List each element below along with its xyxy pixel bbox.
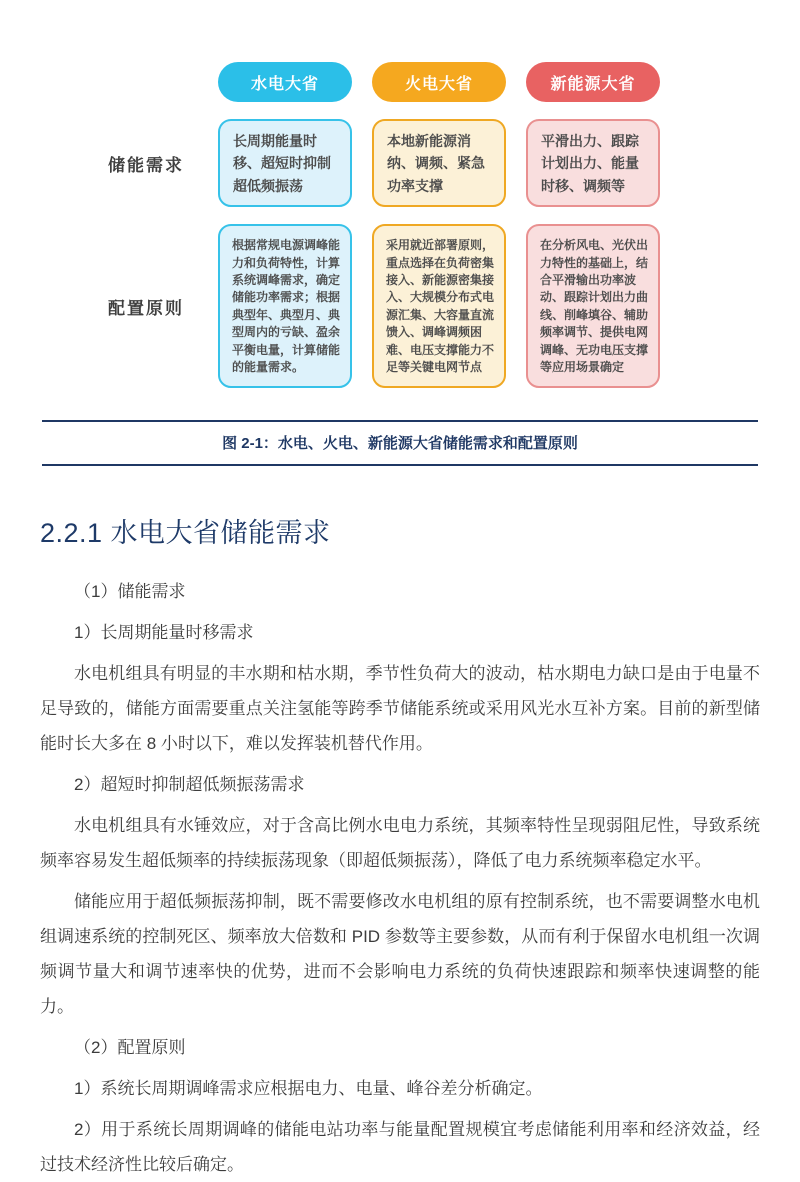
paragraph-body: 1）系统长周期调峰需求应根据电力、电量、峰谷差分析确定。 [74, 1079, 543, 1099]
paragraph-body: 储能应用于超低频振荡抑制，既不需要修改水电机组的原有控制系统，也不需要调整水电机组调速系统的控制死区、频率放大倍数和 PID 参数等主要参数，从而有利于保留水电机组一次调频调节量大和调节速率快的优势，进而不会影响电力系统的负荷快速跟踪和频率快速调整的能力。 [40, 892, 760, 1017]
figure-2-1-diagram [0, 0, 800, 388]
body-text [40, 574, 760, 1182]
column-header-hydro: 水电大省 [218, 62, 352, 102]
column-header-renewable: 新能源大省 [526, 62, 660, 102]
need-box-renewable: 平滑出力、跟踪计划出力、能量时移、调频等 [526, 119, 660, 207]
need-box-thermal: 本地新能源消纳、调频、紧急功率支撑 [372, 119, 506, 207]
paragraph-body: 水电机组具有水锤效应，对于含高比例水电电力系统，其频率特性呈现弱阻尼性，导致系统频率容易发生超低频率的持续振荡现象（即超低频振荡），降低了电力系统频率稳定水平。 [40, 816, 760, 871]
section-heading: 2.2.1 水电大省储能需求 [40, 518, 331, 549]
paragraph-subhead-ultra-short: 2）超短时抑制超低频振荡需求 [74, 775, 305, 795]
principle-box-thermal: 采用就近部署原则，重点选择在负荷密集接入、新能源密集接入、大规模分布式电源汇集、大容量直流馈入、调峰调频困难、电压支撑能力不足等关键电网节点 [372, 224, 506, 388]
paragraph-subhead-config-principle: （2）配置原则 [74, 1038, 186, 1058]
figure-grid [42, 62, 800, 388]
need-box-hydro: 长周期能量时移、超短时抑制超低频振荡 [218, 119, 352, 207]
figure-caption-block [42, 420, 758, 466]
column-header-thermal: 火电大省 [372, 62, 506, 102]
principle-box-hydro: 根据常规电源调峰能力和负荷特性，计算系统调峰需求，确定储能功率需求；根据典型年、典型月、典型周内的亏缺、盈余平衡电量，计算储能的能量需求。 [218, 224, 352, 388]
paragraph-body: 2）用于系统长周期调峰的储能电站功率与能量配置规模宜考虑储能利用率和经济效益，经过技术经济性比较后确定。 [40, 1120, 760, 1175]
paragraph-subhead-storage-need: （1）储能需求 [74, 582, 186, 602]
row-label-storage-need: 储能需求 [108, 155, 184, 175]
paragraph-subhead-long-period: 1）长周期能量时移需求 [74, 623, 254, 643]
paragraph-body: 水电机组具有明显的丰水期和枯水期，季节性负荷大的波动，枯水期电力缺口是由于电量不足导致的，储能方面需要重点关注氢能等跨季节储能系统或采用风光水互补方案。目前的新型储能时长大多在 8 小时以下，难以发挥装机替代作用。 [40, 664, 760, 754]
figure-caption: 图 2-1：水电、火电、新能源大省储能需求和配置原则 [222, 435, 578, 453]
row-label-config-principle: 配置原则 [108, 298, 184, 318]
header-row-spacer [42, 62, 198, 102]
principle-box-renewable: 在分析风电、光伏出力特性的基础上，结合平滑输出功率波动、跟踪计划出力曲线、削峰填谷、辅助频率调节、提供电网调峰、无功电压支撑等应用场景确定 [526, 224, 660, 388]
